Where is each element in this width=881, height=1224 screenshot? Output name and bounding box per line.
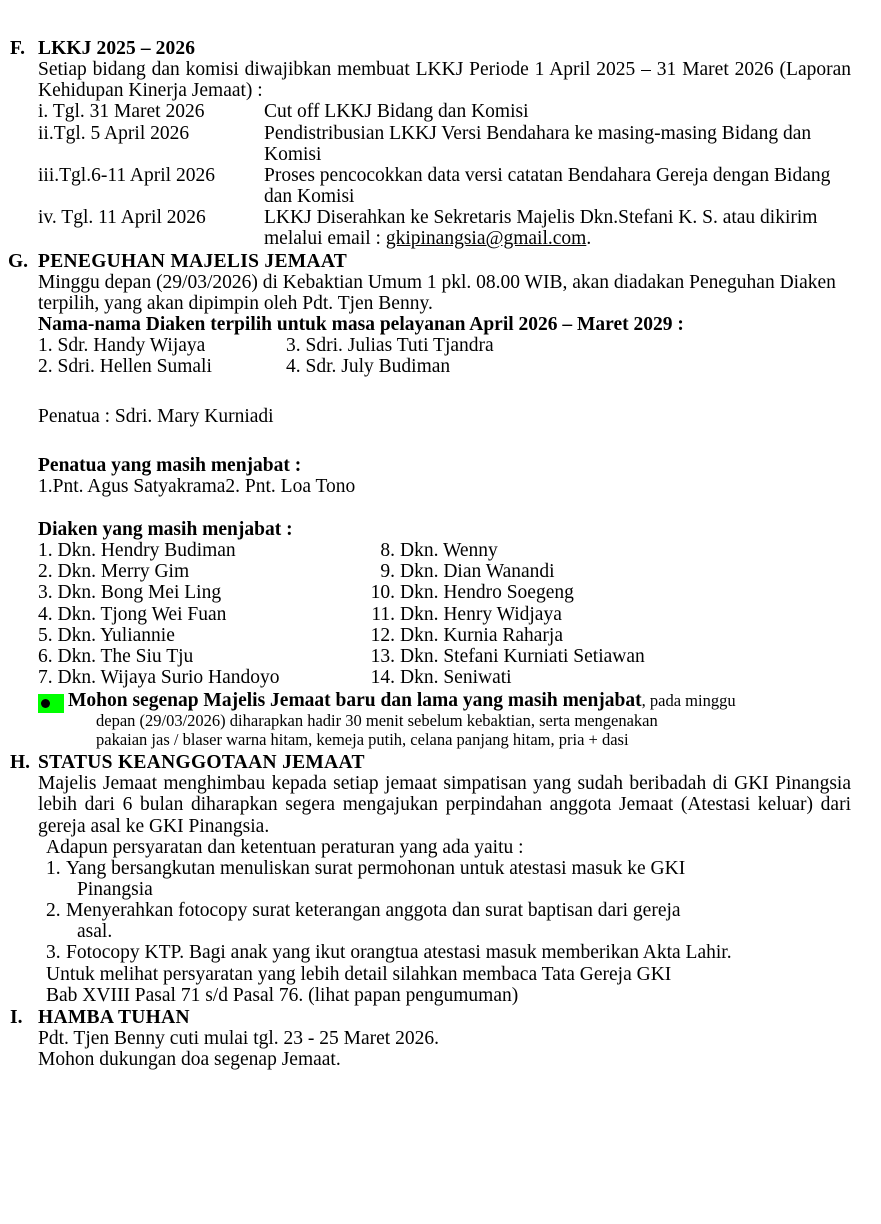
schedule-desc: Cut off LKKJ Bidang dan Komisi [264, 101, 529, 123]
section-i-body [38, 1007, 881, 1070]
diaken-right-number: 12. [370, 624, 395, 646]
diaken-right: Dkn. Henry Widjaya [400, 603, 562, 625]
penatua-left: 1.Pnt. Agus Satyakrama [38, 475, 226, 497]
requirement-number: 1. [46, 857, 61, 879]
requirement-number: 2. [46, 900, 61, 922]
spacer [38, 378, 851, 406]
requirement-number: 3. [46, 942, 61, 964]
section-h-paragraph: Majelis Jemaat menghimbau kepada setiap jemaat simpatisan yang sudah beribadah di GKI Pinangsia lebih dari 6 bulan diharapkan segera mengajukan perpindahan anggota Jemaat (Atestasi keluar) dari gereja asal ke GKI Pinangsia. [38, 773, 851, 837]
section-h-title: STATUS KEANGGOTAAN JEMAAT [38, 752, 365, 774]
diaken-left: 4. Dkn. Tjong Wei Fuan [38, 603, 227, 625]
schedule-roman: iv. Tgl. 11 April 2026 [38, 207, 206, 229]
section-h-adapun: Adapun persyaratan dan ketentuan peraturan yang ada yaitu : [46, 836, 524, 858]
requirement-text-line2: asal. [77, 921, 113, 943]
schedule-desc-part1: LKKJ Diserahkan ke Sekretaris Majelis Dkn.Stefani K. S. atau dikirim melalui email : [264, 207, 818, 250]
requirement-text [66, 942, 851, 963]
schedule-desc-part2: . [586, 228, 592, 250]
list-item [38, 335, 494, 356]
spacer [38, 497, 851, 519]
diaken-right-number: 14. [370, 667, 395, 689]
name-left: 1. Sdr. Handy Wijaya [38, 335, 206, 357]
section-g-paragraph: Minggu depan (29/03/2026) di Kebaktian Umum 1 pkl. 08.00 WIB, akan diadakan Peneguhan Diaken terpilih, yang akan dipimpin oleh Pdt. Tjen Benny. [38, 271, 836, 314]
section-i-line-1: Pdt. Tjen Benny cuti mulai tgl. 23 - 25 Maret 2026. [38, 1028, 439, 1050]
diaken-right-number: 8. [380, 540, 395, 562]
requirement-text-line2: Pinangsia [77, 878, 153, 900]
diaken-right: Dkn. Seniwati [400, 667, 512, 689]
section-i [0, 1007, 881, 1070]
requirement-text-line1: Yang bersangkutan menuliskan surat permohonan untuk atestasi masuk ke GKI [66, 857, 686, 879]
section-h-body [38, 752, 881, 1006]
name-right: 4. Sdr. July Budiman [286, 356, 451, 378]
penatua-line: Penatua : Sdri. Mary Kurniadi [38, 405, 274, 427]
diaken-right: Dkn. Hendro Soegeng [400, 582, 574, 604]
diaken-left: 5. Dkn. Yuliannie [38, 624, 175, 646]
section-i-title: HAMBA TUHAN [38, 1006, 190, 1028]
table-row [38, 561, 645, 582]
subhead-penatua-menjabat: Penatua yang masih menjabat : [38, 454, 302, 476]
section-g-body [38, 251, 881, 750]
name-right: 3. Sdri. Julias Tuti Tjandra [286, 335, 494, 357]
table-row [38, 540, 645, 561]
section-f [0, 38, 881, 250]
section-h-closing-1: Untuk melihat persyaratan yang lebih detail silahkan membaca Tata Gereja GKI [46, 963, 672, 985]
section-i-line-2: Mohon dukungan doa segenap Jemaat. [38, 1049, 341, 1071]
diaken-right: Dkn. Kurnia Raharja [400, 624, 563, 646]
list-item [38, 476, 355, 497]
section-f-title: LKKJ 2025 – 2026 [38, 38, 196, 59]
table-row [38, 625, 645, 646]
schedule-row [38, 165, 851, 207]
section-h-closing-2: Bab XVIII Pasal 71 s/d Pasal 76. (lihat papan pengumuman) [46, 984, 519, 1006]
table-row [38, 604, 645, 625]
spacer [38, 427, 851, 455]
list-item [46, 858, 851, 900]
section-i-letter: I. [10, 1006, 23, 1028]
note-rest-3: pakaian jas / blaser warna hitam, kemeja putih, celana panjang hitam, pria + dasi [96, 730, 629, 750]
section-f-body [38, 38, 881, 250]
section-h-letter: H. [10, 752, 31, 774]
diaken-left: 2. Dkn. Merry Gim [38, 561, 190, 583]
bullet-dot-icon [41, 699, 50, 708]
diaken-right: Dkn. Stefani Kurniati Setiawan [400, 645, 645, 667]
diaken-right-number: 9. [380, 561, 395, 583]
diaken-right: Dkn. Wenny [400, 540, 498, 562]
requirement-text [66, 858, 851, 900]
section-g [0, 251, 881, 750]
section-f-intro: Setiap bidang dan komisi diwajibkan membuat LKKJ Periode 1 April 2025 – 31 Maret 2026 (Laporan Kehidupan Kinerja Jemaat) : [38, 59, 851, 102]
note-bold-lead: Mohon segenap Majelis Jemaat baru dan lama yang masih menjabat [68, 690, 642, 712]
section-g-title: PENEGUHAN MAJELIS JEMAAT [38, 250, 348, 272]
diaken-right-number: 10. [370, 582, 395, 604]
section-f-letter: F. [10, 38, 25, 59]
schedule-roman: iii.Tgl.6-11 April 2026 [38, 164, 215, 186]
table-row [38, 646, 645, 667]
schedule-row [38, 101, 851, 122]
highlighted-note [38, 690, 851, 750]
list-item [46, 942, 851, 963]
note-rest-2: depan (29/03/2026) diharapkan hadir 30 menit sebelum kebaktian, serta mengenakan [96, 711, 658, 731]
table-row [38, 667, 645, 688]
penatua-menjabat-list [38, 476, 355, 497]
schedule-desc: Proses pencocokkan data versi catatan Bendahara Gereja dengan Bidang dan Komisi [264, 164, 831, 208]
lkkj-schedule-table [38, 101, 851, 249]
list-item [46, 900, 851, 942]
diaken-left: 3. Dkn. Bong Mei Ling [38, 582, 222, 604]
highlighted-note-text [68, 690, 851, 750]
bullet-icon [38, 694, 64, 713]
diaken-right: Dkn. Dian Wanandi [400, 561, 555, 583]
name-left: 2. Sdri. Hellen Sumali [38, 356, 212, 378]
table-row [38, 582, 645, 603]
diaken-terpilih-list [38, 335, 494, 377]
diaken-right-number: 13. [370, 645, 395, 667]
email-link[interactable]: gkipinangsia@gmail.com [385, 228, 587, 250]
subhead-diaken-menjabat: Diaken yang masih menjabat : [38, 518, 293, 540]
requirement-text [66, 900, 851, 942]
schedule-row [38, 123, 851, 165]
requirement-text-line1: Fotocopy KTP. Bagi anak yang ikut orangtua atestasi masuk memberikan Akta Lahir. [66, 942, 732, 964]
schedule-roman: i. Tgl. 31 Maret 2026 [38, 101, 205, 123]
penatua-right: 2. Pnt. Loa Tono [225, 475, 356, 497]
diaken-left: 1. Dkn. Hendry Budiman [38, 540, 236, 562]
diaken-menjabat-list [38, 540, 645, 688]
subhead-diaken-terpilih: Nama-nama Diaken terpilih untuk masa pelayanan April 2026 – Maret 2029 : [38, 314, 684, 336]
diaken-right-number: 11. [371, 603, 395, 625]
note-rest-1: , pada minggu [641, 691, 736, 711]
diaken-left: 7. Dkn. Wijaya Surio Handoyo [38, 667, 280, 689]
section-h [0, 752, 881, 1006]
list-item [38, 356, 494, 377]
diaken-left: 6. Dkn. The Siu Tju [38, 645, 194, 667]
schedule-roman: ii.Tgl. 5 April 2026 [38, 122, 190, 144]
requirement-text-line1: Menyerahkan fotocopy surat keterangan anggota dan surat baptisan dari gereja [66, 900, 681, 922]
schedule-desc [264, 207, 851, 249]
schedule-row [38, 207, 851, 249]
requirements-list [38, 858, 851, 964]
schedule-desc: Pendistribusian LKKJ Versi Bendahara ke masing-masing Bidang dan Komisi [264, 122, 812, 165]
document-page [0, 38, 881, 1224]
section-g-letter: G. [8, 250, 29, 272]
